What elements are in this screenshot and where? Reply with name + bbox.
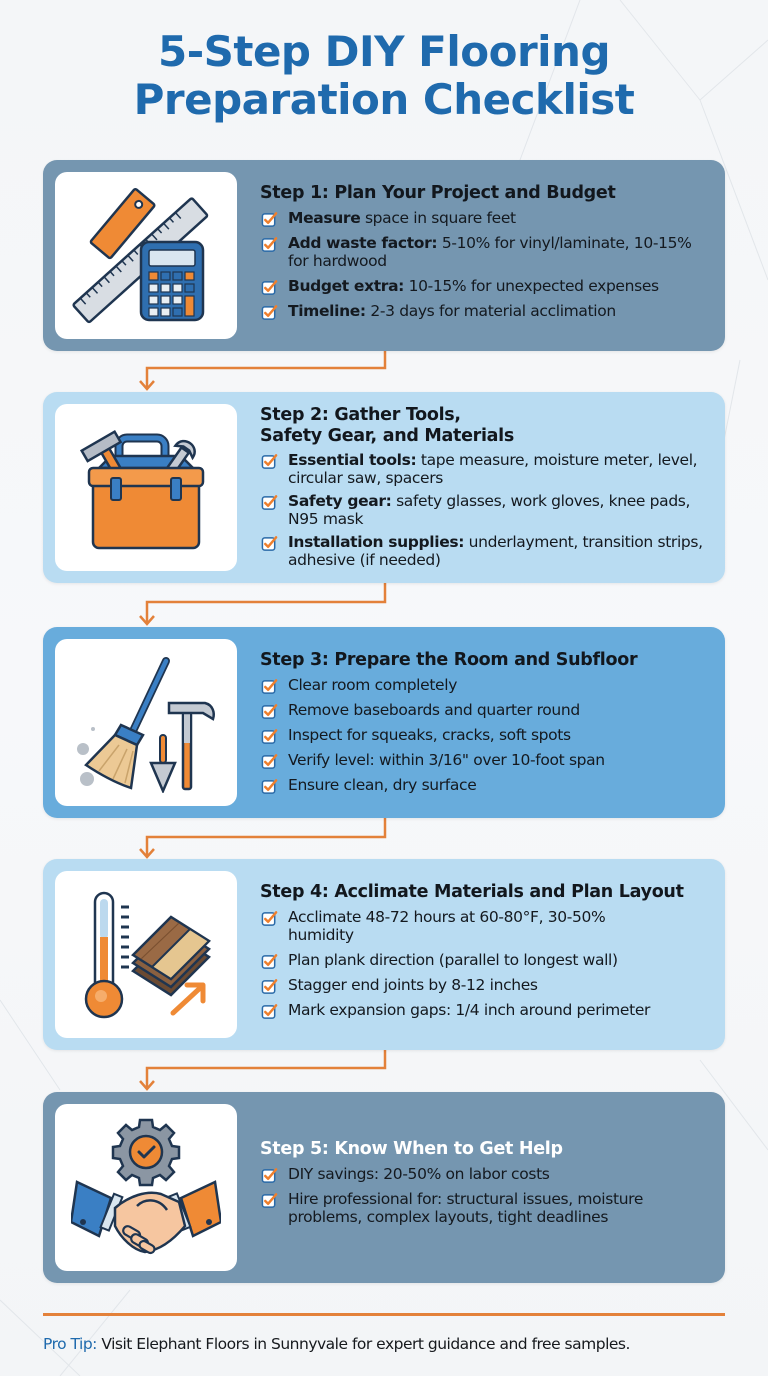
step-5-content (260, 1139, 713, 1233)
step-5-icon-box (55, 1104, 237, 1271)
checkbox-checked-icon (261, 678, 278, 695)
broom-trowel-hammer-icon (71, 653, 221, 793)
checkbox-checked-icon (261, 1167, 278, 1184)
checkbox-checked-icon (261, 1192, 278, 1209)
checkbox-checked-icon (261, 978, 278, 995)
step-2-icon-box (55, 404, 237, 571)
checklist-item: Inspect for squeaks, cracks, soft spots (260, 726, 713, 744)
step-card-2 (43, 392, 725, 583)
checklist-item: Verify level: within 3/16" over 10-foot span (260, 751, 713, 769)
checkbox-checked-icon (261, 910, 278, 927)
checkbox-checked-icon (261, 236, 278, 253)
step-card-1 (43, 160, 725, 351)
step-card-4 (43, 859, 725, 1050)
step-4-content (260, 882, 713, 1026)
checklist-item: Timeline: 2-3 days for material acclimation (260, 302, 713, 320)
step-card-3 (43, 627, 725, 818)
checklist-item: Add waste factor: 5-10% for vinyl/laminate, 10-15% for hardwood (260, 234, 713, 270)
checklist-item: Ensure clean, dry surface (260, 776, 713, 794)
checklist-item: Measure space in square feet (260, 209, 713, 227)
page-title (0, 28, 768, 124)
step-1-checklist (260, 209, 713, 320)
checklist-item: Hire professional for: structural issues, moisture problems, complex layouts, tight deadlines (260, 1190, 713, 1226)
checklist-item: Mark expansion gaps: 1/4 inch around perimeter (260, 1001, 713, 1019)
step-4-title: Step 4: Acclimate Materials and Plan Layout (260, 882, 684, 902)
footer-divider (43, 1313, 725, 1316)
checklist-item: Plan plank direction (parallel to longest wall) (260, 951, 713, 969)
step-connector-arrow-1 (0, 348, 768, 394)
step-connector-arrow-2 (0, 581, 768, 629)
title-line-1: 5-Step DIY Flooring (157, 27, 611, 76)
checkbox-checked-icon (261, 535, 278, 552)
checklist-item: Budget extra: 10-15% for unexpected expenses (260, 277, 713, 295)
pro-tip (43, 1334, 743, 1354)
checkbox-checked-icon (261, 453, 278, 470)
step-2-checklist (260, 451, 713, 569)
step-3-icon-box (55, 639, 237, 806)
checklist-item: Clear room completely (260, 676, 713, 694)
checklist-item: Acclimate 48-72 hours at 60-80°F, 30-50% humidity (260, 908, 713, 944)
step-3-title: Step 3: Prepare the Room and Subfloor (260, 650, 638, 670)
ruler-calculator-icon (71, 186, 221, 326)
step-4-checklist (260, 908, 713, 1019)
checkbox-checked-icon (261, 753, 278, 770)
step-5-checklist (260, 1165, 713, 1226)
checkbox-checked-icon (261, 953, 278, 970)
checkbox-checked-icon (261, 211, 278, 228)
checklist-item: Safety gear: safety glasses, work gloves, knee pads, N95 mask (260, 492, 713, 528)
step-3-content (260, 650, 713, 801)
step-1-icon-box (55, 172, 237, 339)
step-1-content (260, 183, 713, 327)
title-line-2: Preparation Checklist (133, 75, 635, 124)
checklist-item: Essential tools: tape measure, moisture meter, level, circular saw, spacers (260, 451, 713, 487)
checkbox-checked-icon (261, 279, 278, 296)
checklist-item: Stagger end joints by 8-12 inches (260, 976, 713, 994)
step-2-content (260, 405, 713, 576)
pro-tip-text: Visit Elephant Floors in Sunnyvale for expert guidance and free samples. (96, 1335, 630, 1353)
checkbox-checked-icon (261, 1003, 278, 1020)
checkbox-checked-icon (261, 703, 278, 720)
toolbox-icon (71, 418, 221, 558)
checkbox-checked-icon (261, 304, 278, 321)
step-connector-arrow-3 (0, 816, 768, 862)
step-1-title: Step 1: Plan Your Project and Budget (260, 183, 616, 203)
checkbox-checked-icon (261, 778, 278, 795)
step-connector-arrow-4 (0, 1048, 768, 1094)
checklist-item: Installation supplies: underlayment, transition strips, adhesive (if needed) (260, 533, 713, 569)
step-3-checklist (260, 676, 713, 794)
handshake-gear-icon (71, 1118, 221, 1258)
step-4-icon-box (55, 871, 237, 1038)
step-card-5 (43, 1092, 725, 1283)
checkbox-checked-icon (261, 494, 278, 511)
thermometer-planks-icon (71, 885, 221, 1025)
checklist-item: DIY savings: 20-50% on labor costs (260, 1165, 713, 1183)
pro-tip-label: Pro Tip: (43, 1335, 97, 1353)
step-2-title: Step 2: Gather Tools, Safety Gear, and Materials (260, 405, 514, 446)
step-5-title: Step 5: Know When to Get Help (260, 1139, 563, 1159)
checkbox-checked-icon (261, 728, 278, 745)
checklist-item: Remove baseboards and quarter round (260, 701, 713, 719)
